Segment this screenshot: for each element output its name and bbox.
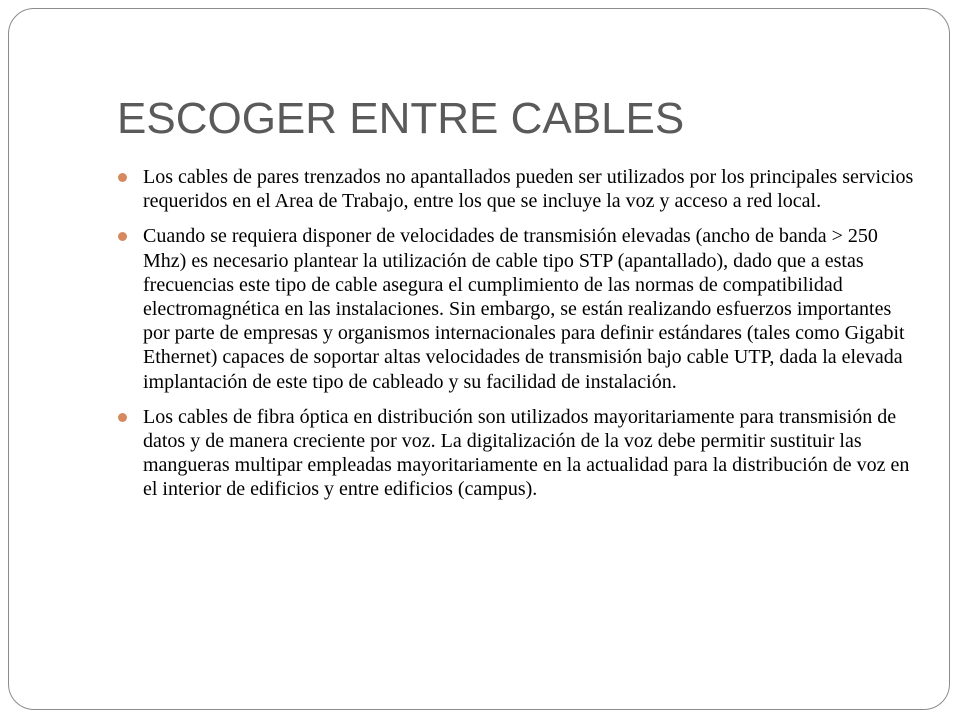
slide [8,8,950,710]
bullet-dot-icon [118,413,127,422]
bullet-item [117,405,917,502]
bullet-text: Los cables de pares trenzados no apantallados pueden ser utilizados por los principales servicios requeridos en el Area de Trabajo, entre los que se incluye la voz y acceso a red local. [143,166,914,213]
bullet-item [117,165,917,213]
bullet-dot-icon [118,173,127,182]
bullet-text: Los cables de fibra óptica en distribución son utilizados mayoritariamente para transmisión de datos y de manera creciente por voz. La digitalización de la voz debe permitir sustituir las mangueras multipar empleadas mayoritariamente en la actualidad para la distribución de voz en el interior de edificios y entre edificios (campus). [143,405,910,501]
slide-title: ESCOGER ENTRE CABLES [117,94,685,143]
bullet-text: Cuando se requiera disponer de velocidades de transmisión elevadas (ancho de banda > 250 Mhz) es necesario plantear la utilización de cable tipo STP (apantallado), dado que a estas frecuencias este tipo de cable asegura el cumplimiento de las normas de compatibilidad electromagnética en las instalaciones. Sin embargo, se están realizando esfuerzos importantes por parte de empresas y organismos internacionales para definir estándares (tales como Gigabit Ethernet) capaces de soportar altas velocidades de transmisión bajo cable UTP, dada la elevada implantación de este tipo de cableado y su facilidad de instalación. [143,225,905,393]
bullet-list [117,165,917,513]
bullet-dot-icon [118,232,127,241]
bullet-item [117,224,917,393]
